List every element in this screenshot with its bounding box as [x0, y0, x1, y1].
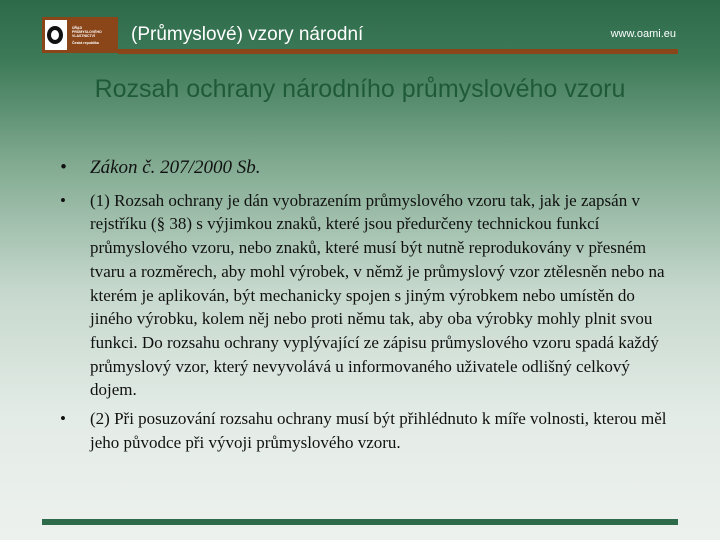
- header-url: www.oami.eu: [610, 28, 676, 40]
- bullet-icon: •: [60, 409, 66, 429]
- logo-line: VLASTNICTVÍ: [72, 33, 95, 38]
- bullet-icon: •: [60, 157, 67, 178]
- logo-text: [72, 26, 102, 45]
- bullet-list: [60, 156, 670, 459]
- logo: [42, 17, 118, 53]
- list-item: [60, 156, 670, 180]
- footer-divider: [42, 519, 678, 525]
- header-divider: [118, 49, 678, 54]
- logo-emblem-icon: [45, 20, 67, 50]
- logo-line: Česká republika: [72, 40, 99, 45]
- bullet-icon: •: [60, 190, 66, 210]
- bullet-text: (1) Rozsah ochrany je dán vyobrazením průmyslového vzoru tak, jak je zapsán v rejstříku (§ 38) s výjimkou znaků, které jsou předurčeny technickou funkcí průmyslového vzoru, nebo znaků, které musí být nutně reprodukovány v přesném tvaru a rozměrech, aby mohl výrobek, v němž je průmyslový vzor ztělesněn nebo na kterém je aplikován, být mechanicky spojen s jiným výrobkem nebo umístěn do jiného výrobku, kolem něj nebo proti němu tak, aby oba výrobky mohly plnit svou funkci. Do rozsahu ochrany vyplývající ze zápisu průmyslového vzoru spadá každý průmyslový vzor, který nevyvolává u informovaného uživatele odlišný celkový dojem.: [90, 190, 665, 400]
- bullet-text: (2) Při posuzování rozsahu ochrany musí být přihlédnuto k míře volnosti, kterou měl jeho původce při vývoji průmyslového vzoru.: [90, 409, 667, 452]
- list-item: [60, 189, 670, 402]
- logo-line: ÚŘAD: [72, 25, 83, 30]
- bullet-text: Zákon č. 207/2000 Sb.: [90, 157, 261, 178]
- logo-line: PRŮMYSLOVÉHO: [72, 29, 102, 34]
- list-item: [60, 407, 670, 454]
- header-title: (Průmyslové) vzory národní: [131, 24, 364, 45]
- slide-title: Rozsah ochrany národního průmyslového vzoru: [94, 75, 626, 103]
